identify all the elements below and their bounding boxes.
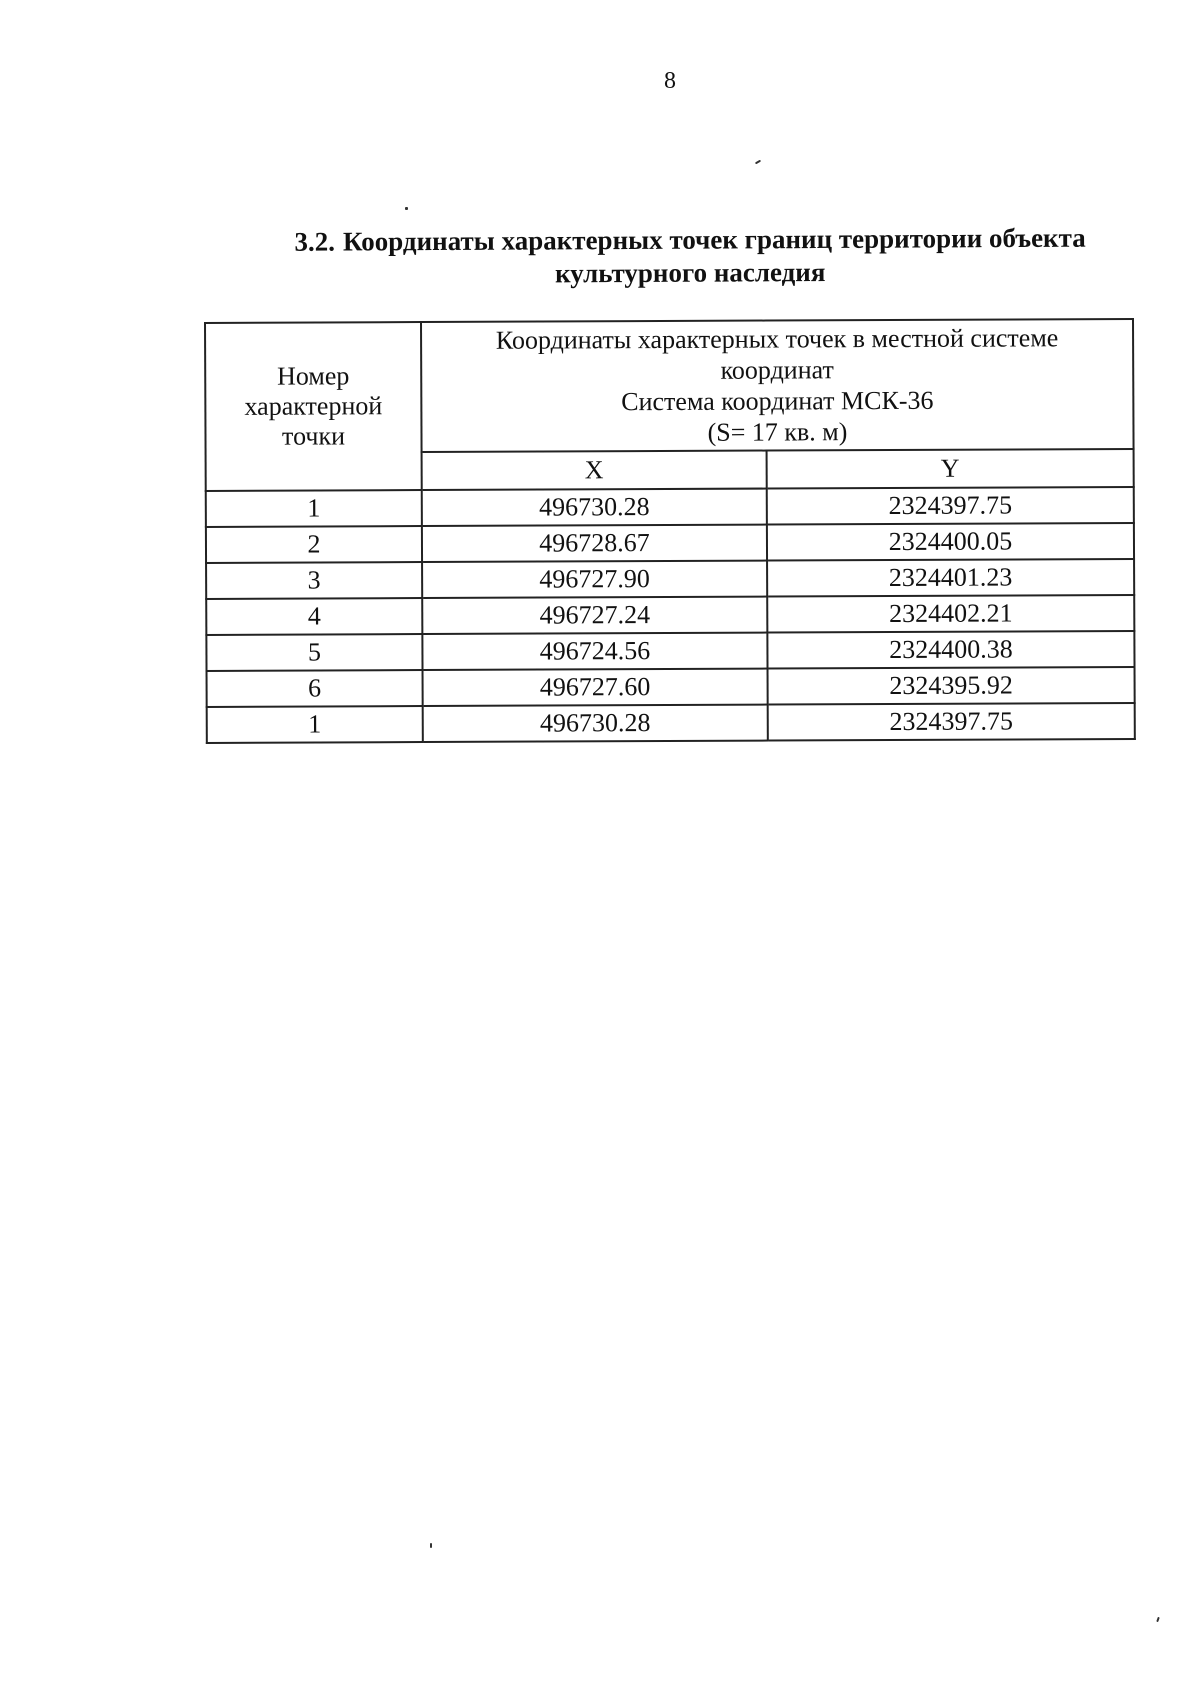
x-coordinate-cell: 496728.67	[422, 525, 767, 563]
table-row	[206, 631, 1134, 671]
table-row	[206, 595, 1134, 635]
header-y: Y	[767, 449, 1134, 489]
table-row	[206, 523, 1134, 563]
y-coordinate-cell: 2324395.92	[768, 667, 1135, 705]
header-x: X	[422, 451, 767, 491]
y-coordinate-cell: 2324401.23	[767, 559, 1134, 597]
point-number-cell: 3	[206, 562, 422, 599]
x-coordinate-cell: 496730.28	[422, 489, 767, 527]
section-number: 3.2.	[294, 226, 336, 257]
point-number-cell: 2	[206, 526, 422, 563]
x-coordinate-cell: 496727.60	[423, 669, 768, 707]
point-number-cell: 6	[207, 670, 423, 707]
table-row	[206, 487, 1134, 527]
y-coordinate-cell: 2324397.75	[767, 487, 1134, 525]
page-number: 8	[664, 68, 676, 94]
header-point-number	[205, 322, 422, 491]
header-coordinate-system	[421, 319, 1134, 452]
point-number-cell: 1	[206, 490, 422, 527]
section-title-text: Координаты характерных точек границ территории объекта	[342, 222, 1086, 257]
x-coordinate-cell: 496727.90	[422, 561, 767, 599]
scan-speck	[1156, 1617, 1160, 1622]
header-coordinate-line: Координаты характерных точек в местной системе	[495, 323, 1059, 355]
x-coordinate-cell: 496727.24	[422, 597, 767, 635]
scan-speck	[430, 1543, 432, 1548]
header-point-number-line: Номер	[277, 361, 350, 391]
header-coordinate-line: координат	[720, 355, 834, 385]
point-number-cell: 5	[206, 634, 422, 671]
scan-speck	[755, 160, 761, 165]
header-point-number-line: точки	[281, 421, 346, 451]
header-point-number-line: характерной	[244, 391, 383, 421]
section-title-line-1	[250, 221, 1130, 259]
coordinates-table	[204, 318, 1136, 744]
point-number-cell: 4	[206, 598, 422, 635]
header-coordinate-line: (S= 17 кв. м)	[707, 417, 848, 447]
table-row	[206, 559, 1134, 599]
table-header-row	[205, 319, 1134, 453]
y-coordinate-cell: 2324402.21	[767, 595, 1134, 633]
x-coordinate-cell: 496724.56	[422, 633, 767, 671]
table-row	[207, 703, 1135, 743]
table-row	[207, 667, 1135, 707]
y-coordinate-cell: 2324400.05	[767, 523, 1134, 561]
y-coordinate-cell: 2324397.75	[768, 703, 1135, 741]
header-coordinate-line: Система координат МСК-36	[621, 385, 934, 417]
point-number-cell: 1	[207, 706, 423, 743]
section-title	[250, 221, 1130, 292]
x-coordinate-cell: 496730.28	[423, 705, 768, 743]
scan-speck	[405, 207, 408, 210]
y-coordinate-cell: 2324400.38	[767, 631, 1134, 669]
section-title-line-2: культурного наследия	[554, 256, 826, 289]
